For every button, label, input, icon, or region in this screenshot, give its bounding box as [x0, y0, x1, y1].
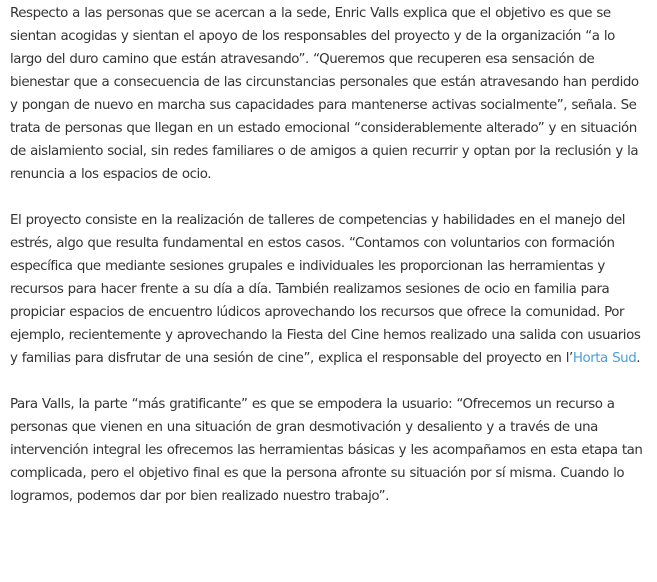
paragraph-parte-gratificante: Para Valls, la parte “más gratificante” es que se empodera la usuario: “Ofrecemos un recurso a personas que vienen en una situación de gran desmotivación y desaliento y a través de una intervención integral les ofrecemos las herramientas básicas y les acompañamos en esta etapa tan complicada, pero el objetivo final es que la persona afronte su situación por sí misma. Cuando lo logramos, podemos dar por bien realizado nuestro trabajo”.: [10, 397, 643, 504]
paragraph-text: El proyecto consiste en la realización de talleres de competencias y habilidades en el manejo del estrés, algo que resulta fundamental en estos casos. “Contamos con voluntarios con formación específica que mediante sesiones grupales e individuales les proporcionan las herramientas y recursos para hacer frente a su día a día. También realizamos sesiones de ocio en familia para propiciar espacios de encuentro lúdicos aprovechando los recursos que ofrece la comunidad. Por ejemplo, recientemente y aprovechando la Fiesta del Cine hemos realizado una salida con usuarios y familias para disfrutar de una sesión de cine”, explica el responsable del proyecto en l’: [10, 213, 641, 366]
paragraph-text-end: .: [636, 351, 641, 366]
horta-sud-link[interactable]: Horta Sud: [572, 351, 637, 366]
paragraph-sede-objetivo: Respecto a las personas que se acercan a la sede, Enric Valls explica que el objetivo es que se sientan acogidas y sientan el apoyo de los responsables del proyecto y de la organización “a lo largo del duro camino que están atravesando”. “Queremos que recuperen esa sensación de bienestar que a consecuencia de las circunstancias personales que están atravesando han perdido y pongan de nuevo en marcha sus capacidades para mantenerse activas socialmente”, señala. Se trata de personas que llegan en un estado emocional “considerablemente alterado” y en situación de aislamiento social, sin redes familiares o de amigos a quien recurrir y optan por la reclusión y la renuncia a los espacios de ocio.: [10, 6, 639, 182]
paragraph-proyecto-talleres: [10, 209, 647, 370]
